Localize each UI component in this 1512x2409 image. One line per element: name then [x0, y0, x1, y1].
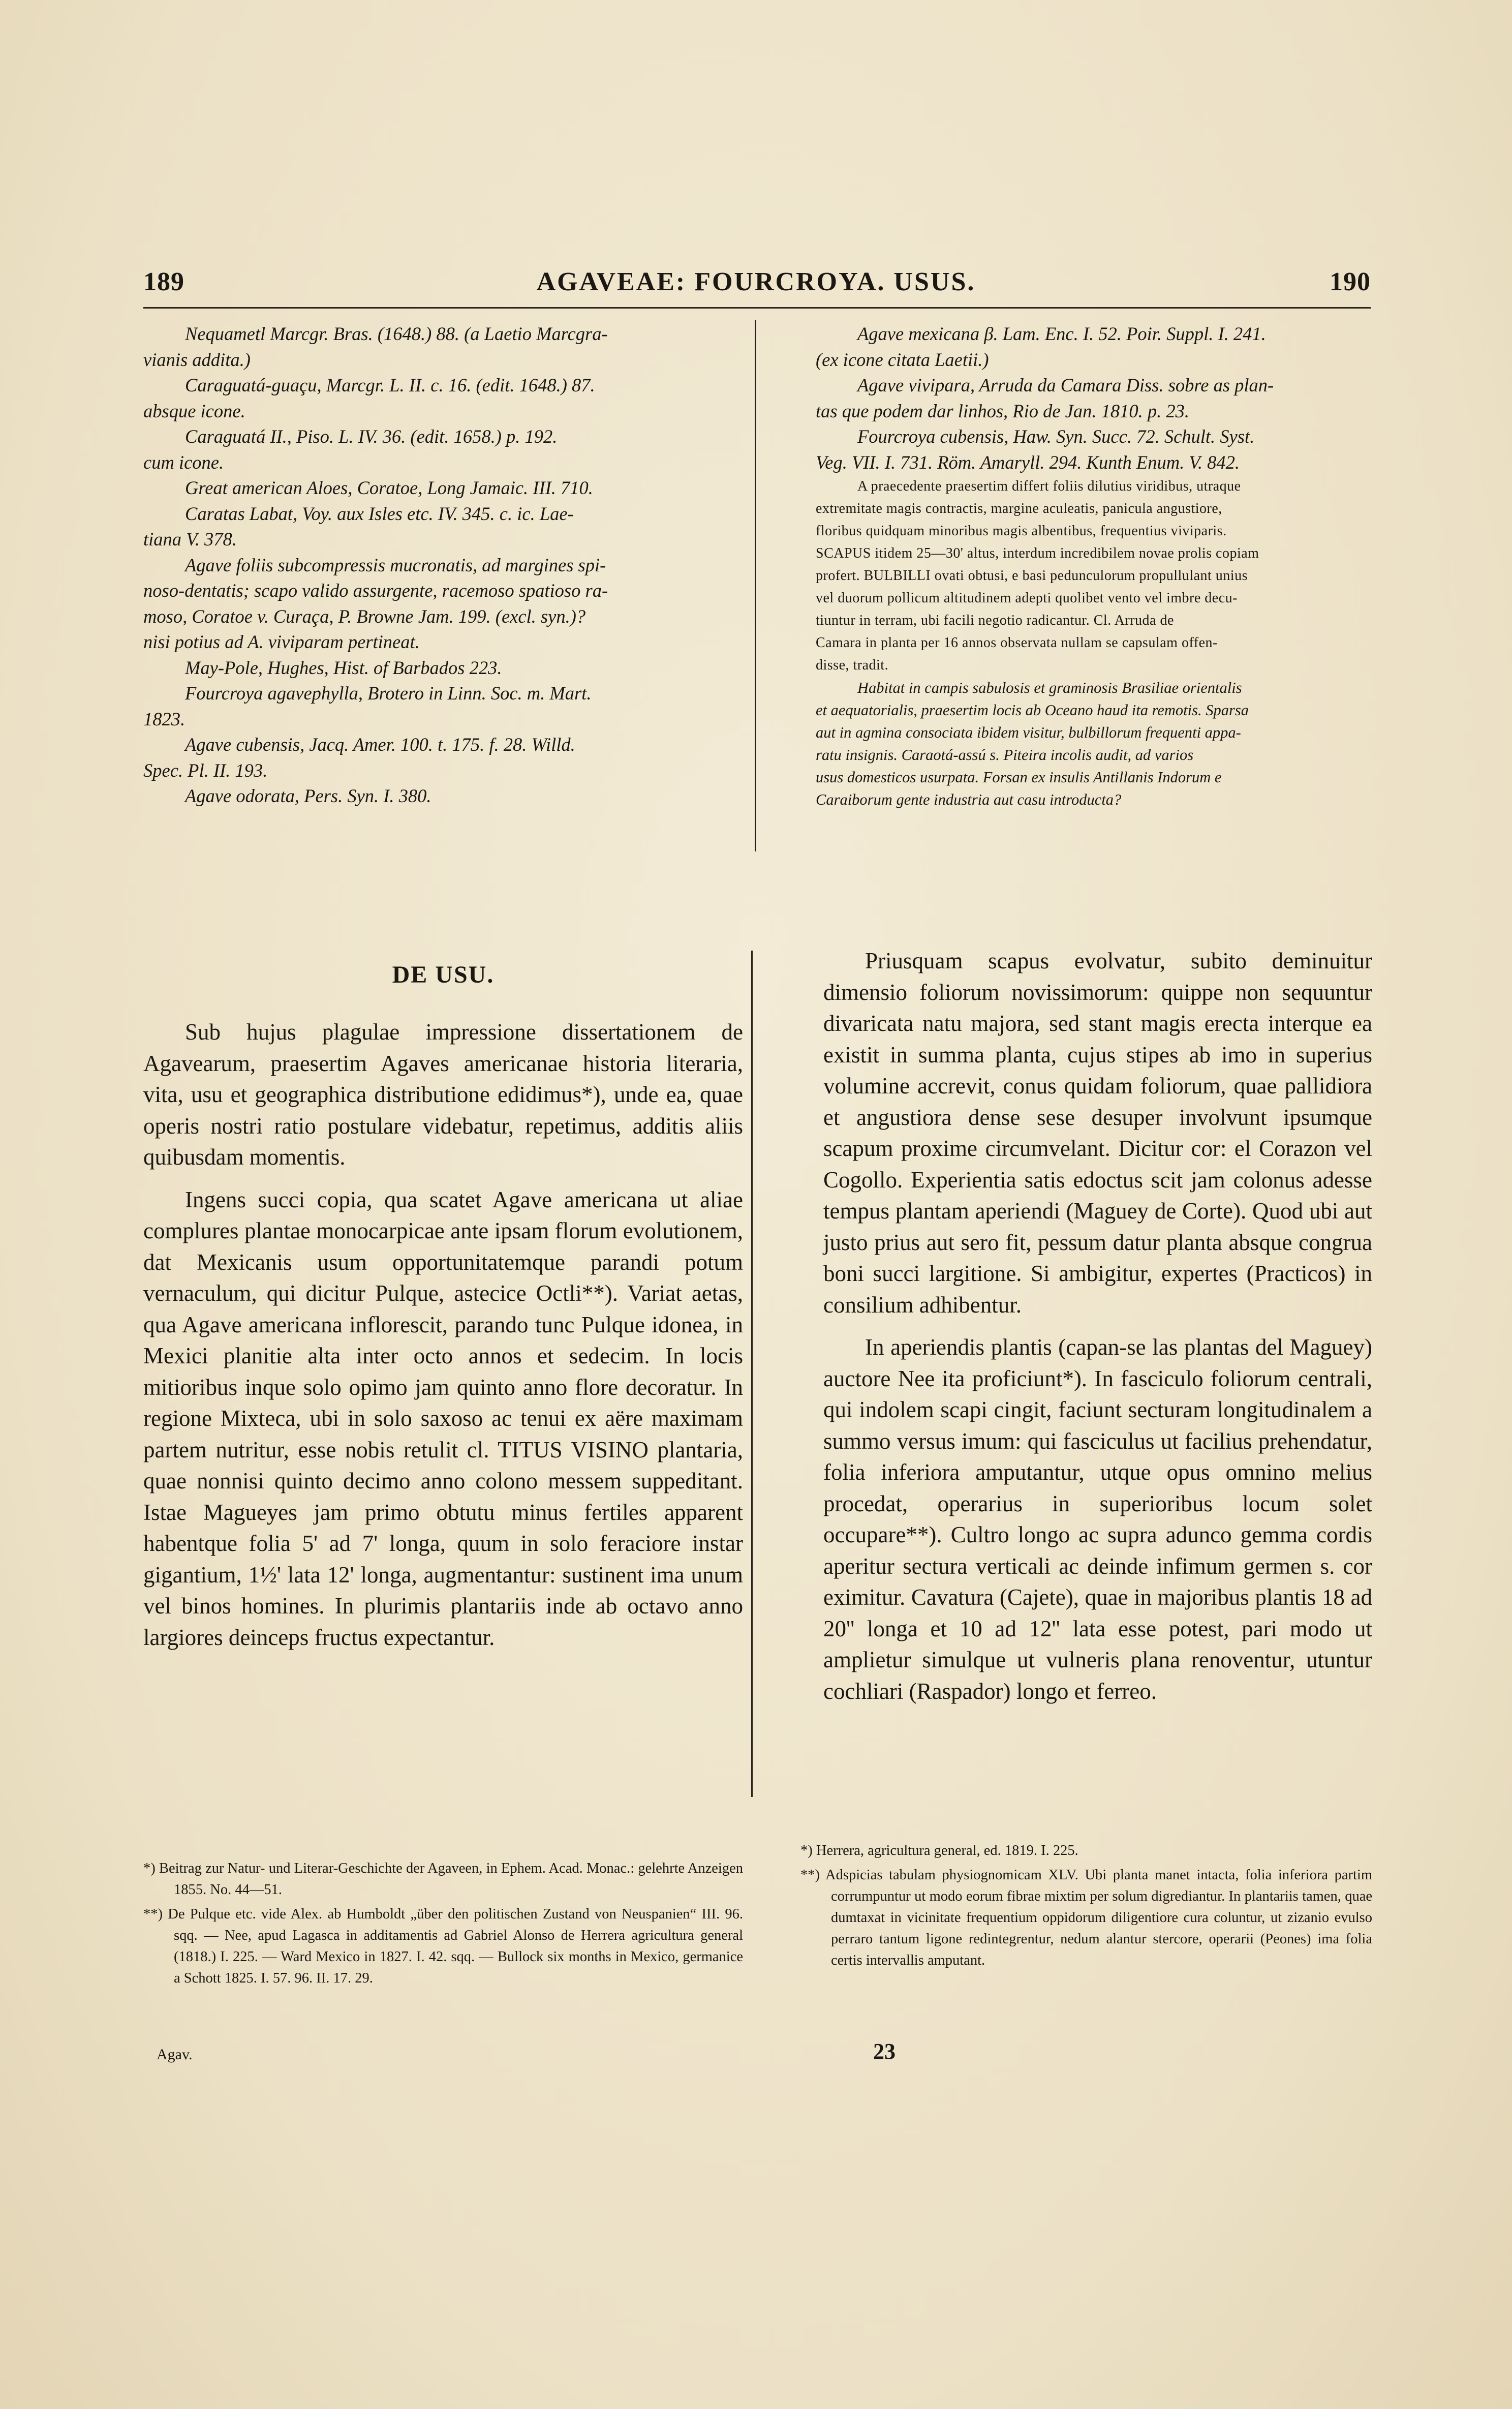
footnotes-right [800, 1840, 1372, 1974]
habitat-line: ratu insignis. Caraotá-assú s. Piteira incolis audit, ad varios [816, 746, 1194, 764]
description-line: A praecedente praesertim differt foliis dilutius viridibus, utraque [857, 478, 1241, 494]
synonym-line: Agave mexicana β. Lam. Enc. I. 52. Poir. Suppl. I. 241. [857, 323, 1266, 344]
description-line: tiuntur in terram, ubi facili negotio radicantur. Cl. Arruda de [816, 613, 1174, 628]
synonym-line: Caraguatá II., Piso. L. IV. 36. (edit. 1658.) p. 192. [185, 426, 558, 447]
synonym-line: Spec. Pl. II. 193. [143, 759, 268, 781]
synonym-line: Caratas Labat, Voy. aux Isles etc. IV. 345. c. ic. Lae- [185, 503, 574, 524]
synonym-line: (ex icone citata Laetii.) [816, 349, 989, 370]
footnote: **) Adspicias tabulam physiognomicam XLV. Ubi planta manet intacta, folia inferiora partim corrumpuntur ut modo eorum fibrae mixtim per solum digrediantur. In plantariis tamen, quae dumtaxat in vicinitate frequentium oppidorum diligentiore cura coluntur, ut zizanio evulso perraro tantum ligone redintegrentur, nedum alantur stercore, operarii (Peones) ima folia certis intervallis amputant. [800, 1867, 1372, 1968]
main-text-right [823, 946, 1372, 1718]
description-line: profert. BULBILLI ovati obtusi, e basi pedunculorum propullulant unius [816, 568, 1248, 584]
synonym-line: nisi potius ad A. viviparam pertineat. [143, 631, 420, 652]
paragraph: Ingens succi copia, qua scatet Agave americana ut aliae complures plantae monocarpicae ante ipsam florum evolutionem, dat Mexicanis usum opportunitatemque parandi potum vernaculum, qui dicitur Pulque, astecice Octli**). Variat aetas, qua Agave americana inflorescit, parando tunc Pulque idonea, in Mexici planitie alta inter octo annos et sedecim. In locis mitioribus inque solo opimo jam quinto anno flore decoratur. In regione Mixteca, ubi in solo saxoso ac tenui ex aëre maximam partem nutritur, esse nobis retulit cl. TITUS VISINO plantaria, quae nonnisi quinto decimo anno colono messem suppeditant. Istae Magueyes jam primo obtutu minus fertiles apparent habentque folia 5' ad 7' longa, quum in solo feraciore instar gigantium, 1½' lata 12' longa, augmentantur: sustinent ima unum vel binos homines. In plurimis plantariis inde ab octavo anno largiores deinceps fructus expectantur. [143, 1186, 743, 1650]
synonym-line: Agave odorata, Pers. Syn. I. 380. [185, 785, 431, 806]
section-heading: DE USU. [392, 961, 495, 988]
species-description [816, 475, 1372, 677]
habitat-line: aut in agmina consociata ibidem visitur, bulbillorum frequenti appa- [816, 724, 1241, 741]
paragraph: Sub hujus plagulae impressione dissertationem de Agavearum, praesertim Agaves americanae historia literaria, vita, usu et geographica distributione edidimus*), unde ea, quae operis nostri ratio postulare videbatur, repetimus, additis aliis quibusdam momentis. [143, 1019, 743, 1170]
synonym-line: Agave vivipara, Arruda da Camara Diss. sobre as plan- [857, 375, 1274, 395]
paragraph: Priusquam scapus evolvatur, subito deminuitur dimensio foliorum novissimorum: quippe non sequuntur divaricata natu majora, sed stant magis erecta interque ea existit in summa planta, cujus stipes ab imo in superius volumine accrevit, conus quidam foliorum, quae pallidiora et angustiora dense sese desuper involvunt ipsumque scapum proxime circumvelant. Dicitur cor: el Corazon vel Cogollo. Experientia satis edoctus scit jam colonus adesse tempus plantam aperiendi (Maguey de Corte). Quod ubi aut justo prius aut sero fit, pessum datur planta absque congrua boni succi largitione. Si ambigitur, expertes (Practicos) in consilium adhibentur. [823, 948, 1372, 1318]
description-line: floribus quidquam minoribus magis albentibus, frequentius viviparis. [816, 523, 1227, 539]
signature-mark: Agav. [157, 2046, 193, 2063]
description-line: extremitate magis contractis, margine aculeatis, panicula angustiore, [816, 501, 1222, 516]
sheet-number: 23 [873, 2039, 896, 2064]
synonym-line: absque icone. [143, 400, 245, 421]
synonym-line: Agave cubensis, Jacq. Amer. 100. t. 175. f. 28. Willd. [185, 734, 575, 755]
synonym-line: tas que podem dar linhos, Rio de Jan. 1810. p. 23. [816, 400, 1190, 421]
column-divider-upper [755, 320, 756, 851]
page-number-right: 190 [1330, 267, 1371, 296]
synonym-line: Veg. VII. I. 731. Röm. Amaryll. 294. Kunth Enum. V. 842. [816, 451, 1240, 473]
main-text-left [143, 1017, 743, 1664]
header-rule [143, 307, 1371, 309]
synonym-line: Fourcroya cubensis, Haw. Syn. Succ. 72. Schult. Syst. [857, 426, 1255, 447]
synonym-line: moso, Coratoe v. Curaça, P. Browne Jam. 199. (excl. syn.)? [143, 605, 586, 627]
footnote: *) Herrera, agricultura general, ed. 1819. I. 225. [800, 1843, 1078, 1858]
habitat-paragraph [816, 677, 1372, 811]
habitat-line: et aequatorialis, praesertim locis ab Oceano haud ita remotis. Sparsa [816, 702, 1249, 719]
footnote: **) De Pulque etc. vide Alex. ab Humboldt „über den politischen Zustand von Neuspanien“ III. 96. sqq. — Nee, apud Lagasca in additamentis ad Gabriel Alonso de Herrera agricultura general (1818.) I. 225. — Ward Mexico in 1827. I. 42. sqq. — Bullock six months in Mexico, germanice a Schott 1825. I. 57. 96. II. 17. 29. [143, 1906, 743, 1986]
synonym-line: noso-dentatis; scapo valido assurgente, racemoso spatioso ra- [143, 580, 608, 601]
synonymy-left-column [143, 321, 740, 809]
habitat-line: Caraiborum gente industria aut casu introducta? [816, 791, 1122, 808]
synonym-line: Great american Aloes, Coratoe, Long Jamaic. III. 710. [185, 477, 593, 498]
habitat-line: Habitat in campis sabulosis et graminosis Brasiliae orientalis [857, 679, 1242, 696]
footnotes-left [143, 1858, 743, 1992]
synonym-line: vianis addita.) [143, 349, 251, 370]
synonym-line: Fourcroya agavephylla, Brotero in Linn. Soc. m. Mart. [185, 683, 592, 704]
footnote: *) Beitrag zur Natur- und Literar-Geschichte der Agaveen, in Ephem. Acad. Monac.: gelehrte Anzeigen 1855. No. 44—51. [143, 1861, 743, 1898]
page-number-left: 189 [143, 267, 184, 296]
synonym-line: 1823. [143, 708, 186, 729]
description-line: SCAPUS itidem 25—30' altus, interdum incredibilem novae prolis copiam [816, 545, 1259, 561]
description-line: Camara in planta per 16 annos observata nullam se capsulam offen- [816, 635, 1218, 651]
synonym-line: Caraguatá-guaçu, Marcgr. L. II. c. 16. (edit. 1648.) 87. [185, 375, 595, 395]
synonym-line: cum icone. [143, 451, 224, 473]
column-divider-lower [751, 951, 753, 1797]
description-line: vel duorum pollicum altitudinem adepti quolibet vento vel imbre decu- [816, 590, 1238, 606]
synonymy-right-column [816, 321, 1372, 811]
description-line: disse, tradit. [816, 657, 889, 673]
running-title: AGAVEAE: FOURCROYA. USUS. [536, 267, 976, 296]
synonym-line: May-Pole, Hughes, Hist. of Barbados 223. [185, 657, 502, 678]
synonym-line: tiana V. 378. [143, 529, 237, 550]
habitat-line: usus domesticos usurpata. Forsan ex insulis Antillanis Indorum e [816, 769, 1222, 786]
synonym-line: Agave foliis subcompressis mucronatis, ad margines spi- [185, 554, 606, 575]
paragraph: In aperiendis plantis (capan-se las plantas del Maguey) auctore Nee ita proficiunt*). In fasciculo foliorum centrali, qui indolem scapi cingit, faciunt secturam longitudinalem a summo versus imum: qui fasciculus ut facilius prehendatur, folia inferiora amputantur, utque opus omnino melius procedat, operarius in superioribus locum solet occupare**). Cultro longo ac supra adunco gemma cordis aperitur sectura verticali ac deinde infimum germen s. cor eximitur. Cavatura (Cajete), quae in majoribus plantis 18 ad 20'' longa et 10 ad 12'' lata esse potest, pari modo ut amplietur simulque ut vulneris plana renoventur, utuntur cochliari (Raspador) longo et ferreo. [823, 1334, 1372, 1704]
synonym-line: Nequametl Marcgr. Bras. (1648.) 88. (a Laetio Marcgra- [185, 323, 608, 344]
